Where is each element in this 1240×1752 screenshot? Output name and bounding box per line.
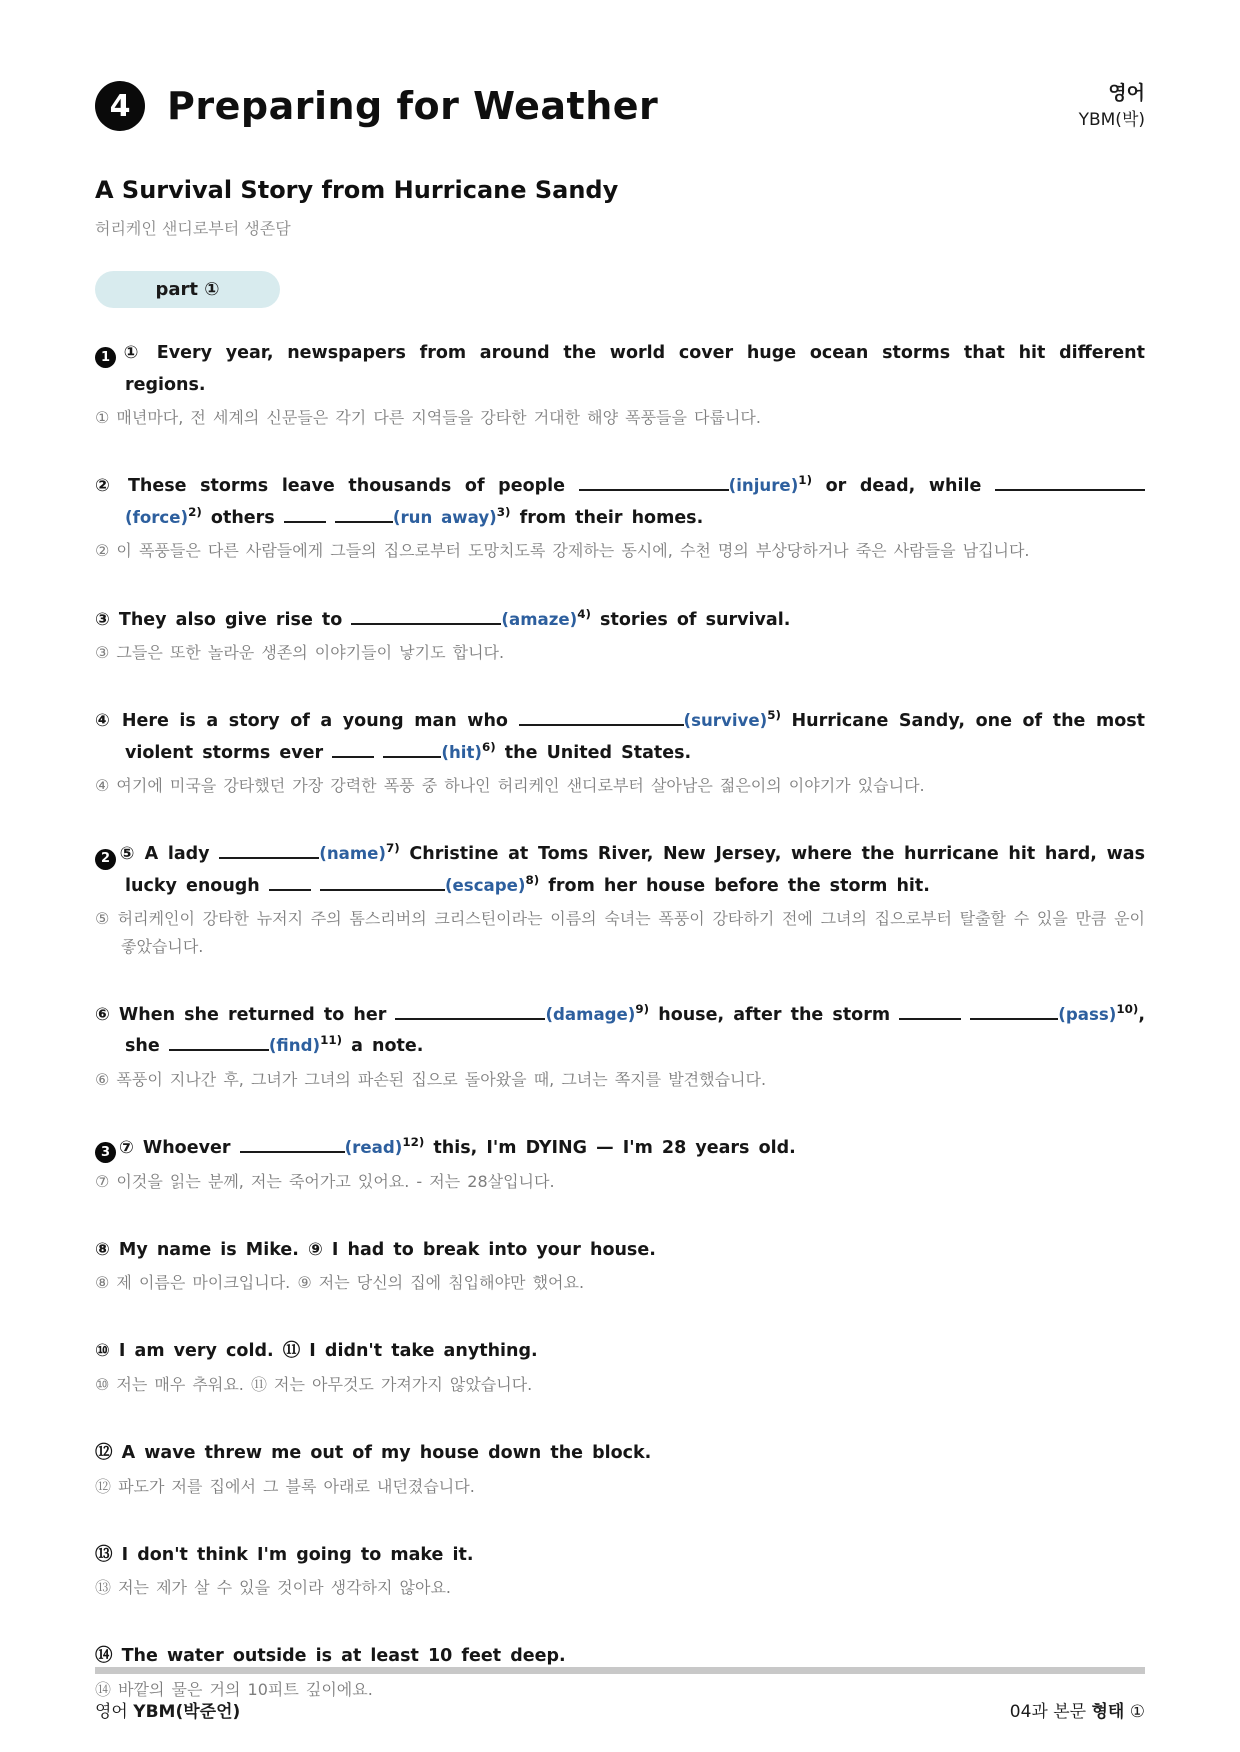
- footer-right-lesson: 04과 본문: [1009, 1702, 1087, 1722]
- english-sentence: ⑭ The water outside is at least 10 feet deep.: [95, 1646, 566, 1667]
- sentence-item: [95, 1235, 1145, 1297]
- fill-blank: [395, 1015, 545, 1020]
- sentence-list: [95, 338, 1145, 1703]
- subject-label: 영어: [1108, 82, 1145, 104]
- english-sentence: ⑬ I don't think I'm going to make it.: [95, 1544, 474, 1565]
- footnote-number: 8): [525, 873, 540, 888]
- english-sentence: 2 ⑤ A lady (name)$^{7)}$ Christine at Toms River, New Jersey, where the hurricane hit hard, was lucky enough (escape)$^{8)}$ from her house before the storm hit.: [95, 839, 1145, 902]
- footer-divider: [95, 1667, 1145, 1674]
- footnote-number: 2): [188, 505, 202, 520]
- verb-hint: (force): [125, 507, 189, 527]
- fill-blank: [320, 886, 445, 891]
- english-sentence: ⑫ A wave threw me out of my house down the block.: [95, 1443, 652, 1464]
- fill-blank: [240, 1148, 345, 1153]
- footer-left: [95, 1697, 240, 1722]
- paragraph-marker: 1: [95, 347, 116, 368]
- footnote-number: 7): [386, 841, 400, 856]
- sentence-item: [95, 471, 1145, 564]
- footer-right-type: 형태: [1091, 1702, 1125, 1722]
- korean-translation: ⑬ 저는 제가 살 수 있을 것이라 생각하지 않아요.: [95, 1578, 451, 1598]
- korean-translation: ⑤ 허리케인이 강타한 뉴저지 주의 톰스리버의 크리스틴이라는 이름의 숙녀는 폭풍이 강타하기 전에 그녀의 집으로부터 탈출할 수 있을 만큼 운이 좋았습니다.: [95, 909, 1145, 956]
- footnote-number: 12): [402, 1135, 425, 1150]
- page-footer: [95, 1697, 1145, 1722]
- footnote-number: 9): [635, 1001, 650, 1016]
- korean-translation: ⑭ 바깥의 물은 거의 10피트 깊이에요.: [95, 1679, 373, 1699]
- sentence-item: [95, 706, 1145, 799]
- fill-blank: [899, 1015, 961, 1020]
- footnote-number: 5): [767, 708, 781, 723]
- fill-blank: [284, 518, 326, 523]
- header-meta: [1079, 80, 1145, 132]
- verb-hint: (pass): [1058, 1004, 1117, 1024]
- fill-blank: [269, 886, 311, 891]
- part-badge: part ①: [95, 271, 280, 308]
- fill-blank: [169, 1046, 269, 1051]
- page-title: Preparing for Weather: [167, 84, 659, 129]
- sentence-item: [95, 1133, 1145, 1195]
- english-sentence: 1 ① Every year, newspapers from around the world cover huge ocean storms that hit different regions.: [95, 338, 1145, 401]
- footnote-number: 11): [320, 1033, 343, 1048]
- footnote-number: 6): [482, 739, 496, 754]
- korean-translation: ⑦ 이것을 읽는 분께, 저는 죽어가고 있어요. - 저는 28살입니다.: [95, 1171, 555, 1191]
- verb-hint: (name): [319, 844, 387, 864]
- korean-translation: ⑩ 저는 매우 추워요. ⑪ 저는 아무것도 가져가지 않았습니다.: [95, 1374, 533, 1394]
- english-sentence: ④ Here is a story of a young man who (survive)$^{5)}$ Hurricane Sandy, one of the most violent storms ever (hit)$^{6)}$ the United States.: [95, 708, 1145, 763]
- paragraph-marker: 3: [95, 1142, 116, 1163]
- sentence-item: [95, 338, 1145, 431]
- footnote-number: 4): [577, 606, 591, 621]
- verb-hint: (amaze): [501, 609, 578, 629]
- section-title: A Survival Story from Hurricane Sandy: [95, 176, 619, 205]
- sentence-item: [95, 1438, 1145, 1500]
- lesson-number-badge: 4: [95, 81, 145, 131]
- footnote-number: 3): [496, 505, 511, 520]
- english-sentence: ② These storms leave thousands of people (injure)$^{1)}$ or dead, while (force)$^{2)}$ others (run away)$^{3)}$ from their homes.: [95, 471, 1145, 534]
- paragraph-marker: 2: [95, 849, 116, 870]
- english-sentence: ⑥ When she returned to her (damage)$^{9)}$ house, after the storm (pass)$^{10)}$, she (find)$^{11)}$ a note.: [95, 1001, 1145, 1057]
- sentence-item: [95, 839, 1145, 959]
- verb-hint: (hit): [441, 742, 482, 762]
- page-header: [95, 80, 1145, 132]
- english-sentence: ③ They also give rise to (amaze)$^{4)}$ stories of survival.: [95, 606, 791, 630]
- verb-hint: (survive): [683, 711, 768, 731]
- korean-translation: ③ 그들은 또한 놀라운 생존의 이야기들이 낳기도 합니다.: [95, 643, 505, 663]
- footer-left-publisher: YBM(박준언): [133, 1702, 241, 1722]
- korean-translation: ① 매년마다, 전 세계의 신문들은 각기 다른 지역들을 강타한 거대한 해양 폭풍들을 다룹니다.: [95, 408, 761, 428]
- verb-hint: (read): [344, 1138, 403, 1157]
- english-sentence: ⑧ My name is Mike. ⑨ I had to break into your house.: [95, 1239, 656, 1260]
- fill-blank: [335, 518, 393, 523]
- fill-blank: [519, 721, 684, 726]
- sentence-item: [95, 1540, 1145, 1602]
- publisher-label: YBM(박): [1078, 109, 1145, 130]
- fill-blank: [579, 486, 729, 491]
- sentence-item: [95, 605, 1145, 667]
- footer-right: [1010, 1697, 1145, 1722]
- footer-right-part: ①: [1129, 1702, 1145, 1722]
- verb-hint: (escape): [444, 875, 526, 895]
- verb-hint: (find): [268, 1036, 321, 1056]
- sentence-item: [95, 1000, 1145, 1093]
- verb-hint: (damage): [545, 1004, 636, 1024]
- english-sentence: ⑩ I am very cold. ⑪ I didn't take anything.: [95, 1341, 538, 1362]
- fill-blank: [332, 753, 374, 758]
- korean-translation: ④ 여기에 미국을 강타했던 가장 강력한 폭풍 중 하나인 허리케인 샌디로부터 살아남은 젊은이의 이야기가 있습니다.: [95, 776, 925, 796]
- korean-translation: ⑧ 제 이름은 마이크입니다. ⑨ 저는 당신의 집에 침입해야만 했어요.: [95, 1273, 585, 1293]
- fill-blank: [219, 854, 319, 859]
- korean-translation: ② 이 폭풍들은 다른 사람들에게 그들의 집으로부터 도망치도록 강제하는 동시에, 수천 명의 부상당하거나 죽은 사람들을 남깁니다.: [95, 541, 1030, 561]
- sentence-item: [95, 1336, 1145, 1398]
- footnote-number: 10): [1116, 1001, 1139, 1016]
- fill-blank: [995, 486, 1145, 491]
- korean-translation: ⑫ 파도가 저를 집에서 그 블록 아래로 내던졌습니다.: [95, 1476, 475, 1496]
- korean-translation: ⑥ 폭풍이 지나간 후, 그녀가 그녀의 파손된 집으로 돌아왔을 때, 그녀는 쪽지를 발견했습니다.: [95, 1069, 767, 1089]
- footer-left-subject: 영어: [95, 1702, 128, 1722]
- fill-blank: [970, 1015, 1058, 1020]
- verb-hint: (run away): [392, 507, 497, 527]
- verb-hint: (injure): [728, 476, 799, 496]
- footnote-number: 1): [798, 473, 813, 488]
- section-subtitle: 허리케인 샌디로부터 생존담: [95, 219, 291, 239]
- fill-blank: [383, 753, 441, 758]
- english-sentence: 3 ⑦ Whoever (read)$^{12)}$ this, I'm DYING — I'm 28 years old.: [95, 1133, 1145, 1165]
- fill-blank: [351, 620, 501, 625]
